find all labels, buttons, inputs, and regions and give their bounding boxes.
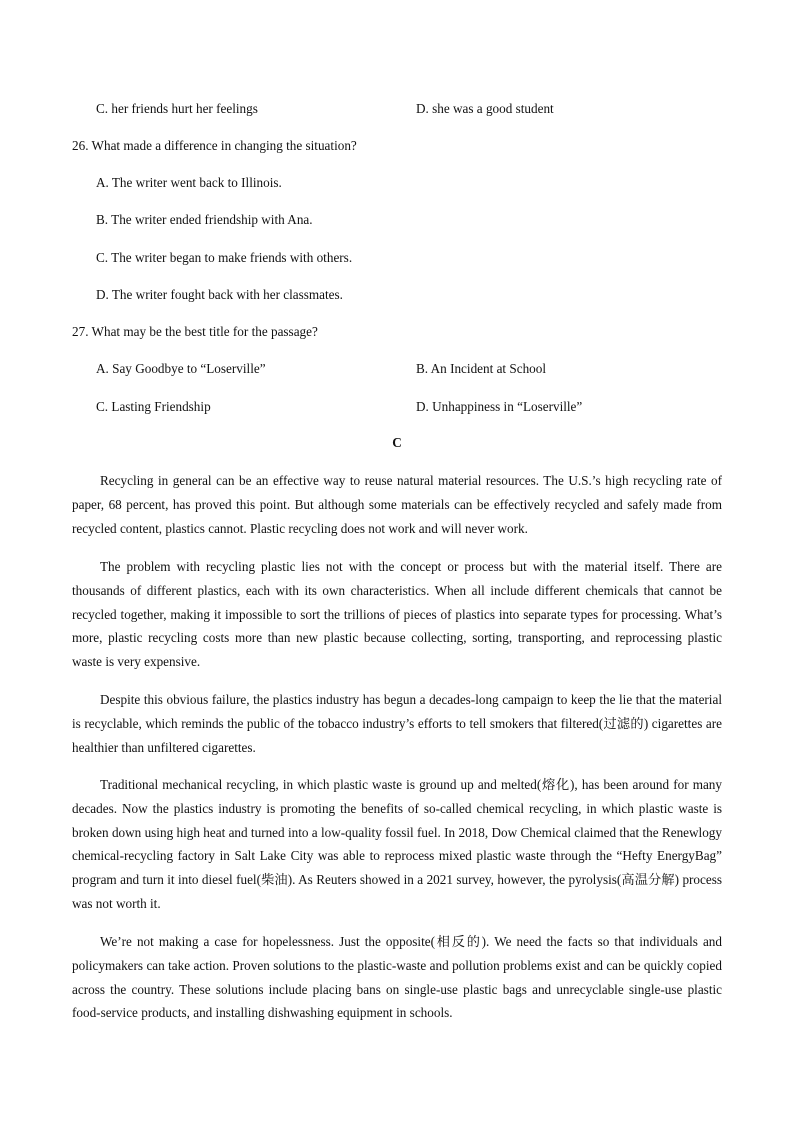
section-c-paragraph-4: Traditional mechanical recycling, in which plastic waste is ground up and melted(熔化), has been around for many decades. Now the plastics industry is promoting the benefits of so-called chemical recycling, in which plastic waste is broken down using high heat and turned into a low-quality fossil fuel. In 2018, Dow Chemical claimed that the Renewlogy chemical-recycling factory in Salt Lake City was able to reprocess mixed plastic waste through the “Hefty EnergyBag” program and turn it into diesel fuel(柴油). As Reuters showed in a 2021 survey, however, the pyrolysis(高温分解) process was not worth it. xyxy=(72,777,722,911)
q27-options-row-cd xyxy=(0,395,794,419)
q27-option-a: A. Say Goodbye to “Loserville” xyxy=(96,361,266,376)
section-c-title: C xyxy=(392,435,402,450)
q25-options-row-cd xyxy=(0,97,794,121)
q25-option-c: C. her friends hurt her feelings xyxy=(96,101,258,116)
q26-question: 26. What made a difference in changing the situation? xyxy=(72,138,357,153)
q26-option-a: A. The writer went back to Illinois. xyxy=(96,175,282,190)
q27-option-b: B. An Incident at School xyxy=(416,361,547,376)
q27-question: 27. What may be the best title for the passage? xyxy=(72,324,318,339)
section-c-paragraph-1: Recycling in general can be an effective way to reuse natural material resources. The U.S.’s high recycling rate of paper, 68 percent, has proved this point. But although some materials can be effectively recycled and safely made from recycled content, plastics cannot. Plastic recycling does not work and will never work. xyxy=(72,473,722,536)
q26-option-c: C. The writer began to make friends with others. xyxy=(96,250,353,265)
section-c-paragraph-2: The problem with recycling plastic lies not with the concept or process but with the material itself. There are thousands of different plastics, each with its own characteristics. When all include different chemicals that cannot be recycled together, making it impossible to sort the trillions of pieces of plastics into separate types for processing. What’s more, plastic recycling costs more than new plastic because collecting, sorting, transporting, and reprocessing plastic waste is very expensive. xyxy=(72,559,722,670)
section-c-paragraph-5: We’re not making a case for hopelessness. Just the opposite(相反的). We need the facts so that individuals and policymakers can take action. Proven solutions to the plastic-waste and pollution problems exist and can be quickly copied across the country. These solutions include placing bans on single-use plastic bags and unrecyclable single-use plastic food-service products, and installing dishwashing equipment in schools. xyxy=(72,934,722,1021)
q26-option-d: D. The writer fought back with her classmates. xyxy=(96,287,343,302)
q27-options-row-ab xyxy=(0,357,794,381)
q26-option-b: B. The writer ended friendship with Ana. xyxy=(96,212,313,227)
q27-option-d: D. Unhappiness in “Loserville” xyxy=(416,399,583,414)
q25-option-d: D. she was a good student xyxy=(416,101,554,116)
q27-option-c: C. Lasting Friendship xyxy=(96,399,211,414)
section-c-paragraph-3: Despite this obvious failure, the plastics industry has begun a decades-long campaign to keep the lie that the material is recyclable, which reminds the public of the tobacco industry’s efforts to tell smokers that filtered(过滤的) cigarettes are healthier than unfiltered cigarettes. xyxy=(72,692,722,755)
